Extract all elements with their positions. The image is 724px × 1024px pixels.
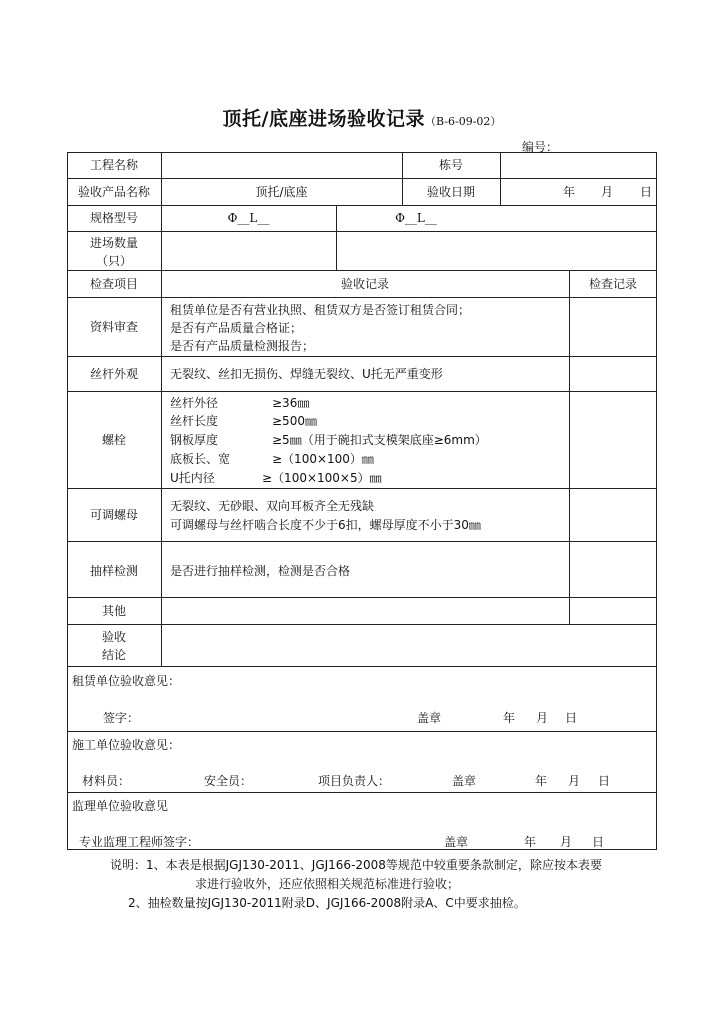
- supervision-engineer-sign-label: 专业监理工程师签字：: [79, 835, 200, 849]
- spec-value-2: Φ__L__: [395, 211, 437, 225]
- inspection-line: 租赁单位是否有营业执照、租赁双方是否签订租赁合同；: [170, 303, 471, 317]
- row-divider: [67, 666, 657, 667]
- rental-seal-label: 盖章: [417, 711, 442, 725]
- row-divider: [67, 792, 657, 793]
- date-month: 月: [601, 185, 614, 199]
- note-line-2: 求进行验收外，还应依照相关规范标准进行验收；: [195, 877, 460, 891]
- form-code: （B-6-09-02）: [425, 115, 502, 128]
- inspection-item-name: 其他: [101, 604, 126, 618]
- construction-seal-label: 盖章: [452, 774, 477, 788]
- supervision-month: 月: [560, 835, 573, 849]
- material-staff-label: 材料员：: [82, 774, 131, 788]
- page-title: 顶托/底座进场验收记录: [222, 108, 425, 130]
- row-divider: [67, 178, 657, 179]
- supervision-seal-label: 盖章: [444, 835, 469, 849]
- spec-model-label: 规格型号: [89, 211, 138, 225]
- construction-year: 年: [535, 774, 548, 788]
- inspection-item-name: 可调螺母: [89, 508, 138, 522]
- bolt-spec-value: ≥500㎜: [272, 414, 317, 428]
- rental-day: 日: [565, 711, 578, 725]
- construction-month: 月: [568, 774, 581, 788]
- bolt-spec-label: 底板长、宽: [170, 452, 231, 466]
- bolt-spec-label: U托内径: [170, 471, 215, 485]
- acceptance-record-header: 验收记录: [340, 277, 389, 291]
- rental-opinion-title: 租赁单位验收意见：: [72, 674, 181, 688]
- conclusion-label: 验收: [101, 630, 126, 644]
- bolt-spec-label: 钢板厚度: [170, 433, 219, 447]
- inspection-line: 无裂纹、无砂眼、双向耳板齐全无残缺: [170, 499, 375, 513]
- safety-staff-label: 安全员：: [204, 774, 253, 788]
- inspection-line: 是否有产品质量合格证；: [170, 321, 303, 335]
- bolt-spec-value: ≥（100×100）㎜: [272, 452, 374, 466]
- bolt-spec-value: ≥（100×100×5）㎜: [262, 471, 382, 485]
- bolt-spec-value: ≥36㎜: [272, 396, 310, 410]
- project-manager-label: 项目负责人：: [318, 774, 391, 788]
- inspection-item-header: 检查项目: [89, 277, 138, 291]
- acceptance-date-label: 验收日期: [426, 185, 475, 199]
- supervision-year: 年: [524, 835, 537, 849]
- construction-opinion-title: 施工单位验收意见：: [72, 738, 181, 752]
- product-name-label: 验收产品名称: [77, 185, 150, 199]
- date-year: 年: [563, 185, 576, 199]
- form-title: [0, 104, 724, 131]
- inspection-item-name: 螺栓: [101, 433, 126, 447]
- row-divider: [67, 624, 657, 625]
- quantity-label: 进场数量: [89, 236, 138, 250]
- quantity-unit-label: （只）: [95, 254, 132, 268]
- column-divider: [569, 270, 570, 624]
- column-divider: [500, 152, 501, 205]
- note-line-3: 2、抽检数量按JGJ130-2011附录D、JGJ166-2008附录A、C中要求抽检。: [128, 896, 526, 910]
- column-divider: [161, 152, 162, 666]
- inspection-item-name: 资料审查: [89, 320, 138, 334]
- rental-month: 月: [536, 711, 549, 725]
- serial-number-label: 编号：: [522, 140, 559, 154]
- inspection-line: 可调螺母与丝杆啮合长度不少于6扣，螺母厚度不小于30㎜: [170, 518, 481, 532]
- row-divider: [67, 731, 657, 732]
- rental-year: 年: [503, 711, 516, 725]
- inspection-line: 是否进行抽样检测，检测是否合格: [170, 564, 351, 578]
- supervision-day: 日: [592, 835, 605, 849]
- bolt-spec-label: 丝杆外径: [170, 396, 219, 410]
- note-line-1: 说明：1、本表是根据JGJ130-2011、JGJ166-2008等规范中较重要条款制定，除应按本表要: [110, 858, 602, 872]
- inspection-line: 是否有产品质量检测报告；: [170, 339, 315, 353]
- rental-sign-label: 签字：: [103, 711, 140, 725]
- bolt-spec-label: 丝杆长度: [170, 414, 219, 428]
- construction-day: 日: [598, 774, 611, 788]
- product-name-value: 顶托/底座: [255, 185, 308, 199]
- inspection-item-name: 丝杆外观: [89, 367, 138, 381]
- row-divider: [67, 205, 657, 206]
- inspection-item-name: 抽样检测: [89, 564, 138, 578]
- supervision-opinion-title: 监理单位验收意见: [72, 799, 169, 813]
- inspection-line: 无裂纹、丝扣无损伤、焊缝无裂纹、U托无严重变形: [170, 367, 443, 381]
- date-day: 日: [640, 185, 653, 199]
- spec-value-1: Φ__L__: [227, 211, 270, 225]
- row-divider: [67, 231, 657, 232]
- project-name-label: 工程名称: [89, 158, 138, 172]
- bolt-spec-value: ≥5㎜（用于碗扣式支模架底座≥6mm）: [272, 433, 487, 447]
- building-number-label: 栋号: [438, 158, 463, 172]
- conclusion-label-2: 结论: [101, 648, 126, 662]
- check-record-header: 检查记录: [588, 277, 637, 291]
